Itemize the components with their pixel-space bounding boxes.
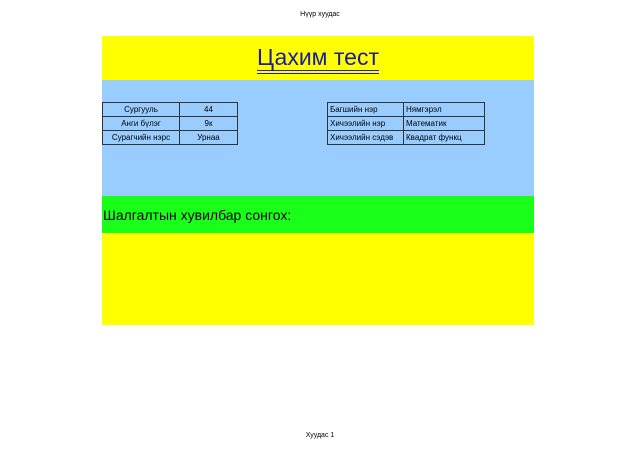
table-row (328, 103, 485, 117)
subject-label[interactable]: Хичээлийн нэр (328, 117, 404, 131)
variant-select-band (102, 196, 534, 233)
topic-value[interactable]: Квадрат функц (404, 131, 485, 145)
table-row (103, 103, 238, 117)
info-band (102, 80, 534, 196)
school-label[interactable]: Сургууль (103, 103, 180, 117)
title-link[interactable]: Цахим тест (257, 44, 379, 70)
school-value[interactable]: 44 (180, 103, 238, 117)
student-info-table (102, 102, 238, 145)
answers-band[interactable] (102, 233, 534, 325)
student-name-label[interactable]: Сурагчийн нэрс (103, 131, 180, 145)
page-header: Нүүр хуудас (300, 11, 340, 18)
table-row (328, 117, 485, 131)
table-row (103, 117, 238, 131)
table-row (328, 131, 485, 145)
teacher-name-label[interactable]: Багшийн нэр (328, 103, 404, 117)
class-label[interactable]: Анги бүлэг (103, 117, 180, 131)
variant-select-label: Шалгалтын хувилбар сонгох: (103, 207, 292, 223)
page-footer: Хуудас 1 (305, 432, 335, 439)
class-value[interactable]: 9к (180, 117, 238, 131)
title-band (102, 36, 534, 80)
table-row (103, 131, 238, 145)
teacher-name-value[interactable]: Нямгэрэл (404, 103, 485, 117)
worksheet (102, 36, 534, 325)
student-name-value[interactable]: Урнаа (180, 131, 238, 145)
topic-label[interactable]: Хичээлийн сэдэв (328, 131, 404, 145)
teacher-info-table (327, 102, 485, 145)
subject-value[interactable]: Математик (404, 117, 485, 131)
